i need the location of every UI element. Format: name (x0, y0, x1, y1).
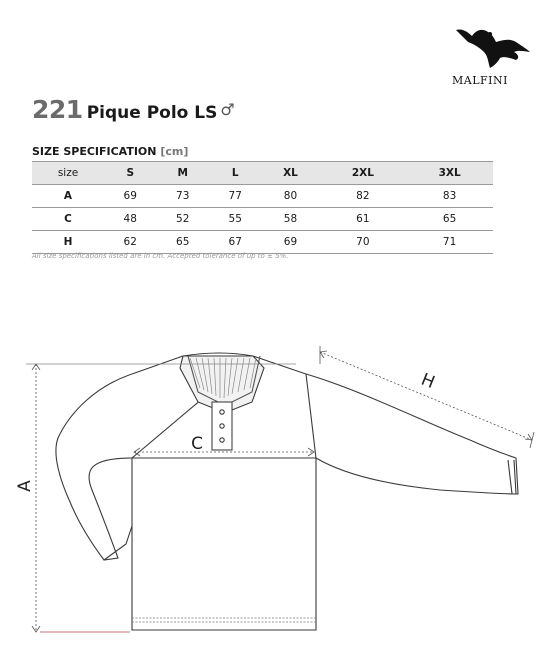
table-cell: 77 (209, 185, 261, 208)
table-cell: 69 (261, 231, 319, 254)
table-cell: 65 (406, 208, 493, 231)
garment-diagram (0, 330, 543, 650)
product-title (32, 95, 235, 124)
row-label: H (32, 231, 104, 254)
row-label: A (32, 185, 104, 208)
table-cell: 70 (320, 231, 407, 254)
size-table (32, 161, 493, 254)
table-cell: 80 (261, 185, 319, 208)
brand-logo (452, 22, 536, 92)
table-cell: 55 (209, 208, 261, 231)
table-cell: 83 (406, 185, 493, 208)
gender-icon: ♂ (220, 100, 235, 119)
column-header: M (156, 162, 208, 185)
spec-heading (32, 145, 188, 158)
table-cell: 73 (156, 185, 208, 208)
table-cell: 52 (156, 208, 208, 231)
spec-heading-text: SIZE SPECIFICATION (32, 145, 157, 158)
table-cell: 61 (320, 208, 407, 231)
table-header-row (32, 162, 493, 185)
table-cell: 71 (406, 231, 493, 254)
brand-name: MALFINI (452, 74, 508, 87)
column-header: L (209, 162, 261, 185)
table-row (32, 231, 493, 254)
table-cell: 58 (261, 208, 319, 231)
column-header: 2XL (320, 162, 407, 185)
dimension-c-label: C (191, 434, 203, 454)
table-row (32, 208, 493, 231)
product-code: 221 (32, 95, 83, 124)
column-header: S (104, 162, 156, 185)
table-row (32, 185, 493, 208)
dimension-a-label: A (15, 480, 35, 492)
left-sleeve (56, 374, 132, 560)
product-name: Pique Polo LS (86, 103, 218, 123)
table-cell: 82 (320, 185, 407, 208)
right-sleeve (306, 374, 518, 494)
table-cell: 69 (104, 185, 156, 208)
column-header: 3XL (406, 162, 493, 185)
spec-unit: [cm] (160, 145, 189, 158)
table-cell: 67 (209, 231, 261, 254)
table-cell: 62 (104, 231, 156, 254)
tolerance-note: All size specifications listed are in cm. Accepted tolerance of up to ± 5%. (32, 252, 289, 260)
row-label: C (32, 208, 104, 231)
table-cell: 65 (156, 231, 208, 254)
column-header: size (32, 162, 104, 185)
eagle-icon (454, 22, 532, 72)
placket (212, 402, 232, 450)
dimension-h-label: H (418, 369, 438, 394)
column-header: XL (261, 162, 319, 185)
table-cell: 48 (104, 208, 156, 231)
